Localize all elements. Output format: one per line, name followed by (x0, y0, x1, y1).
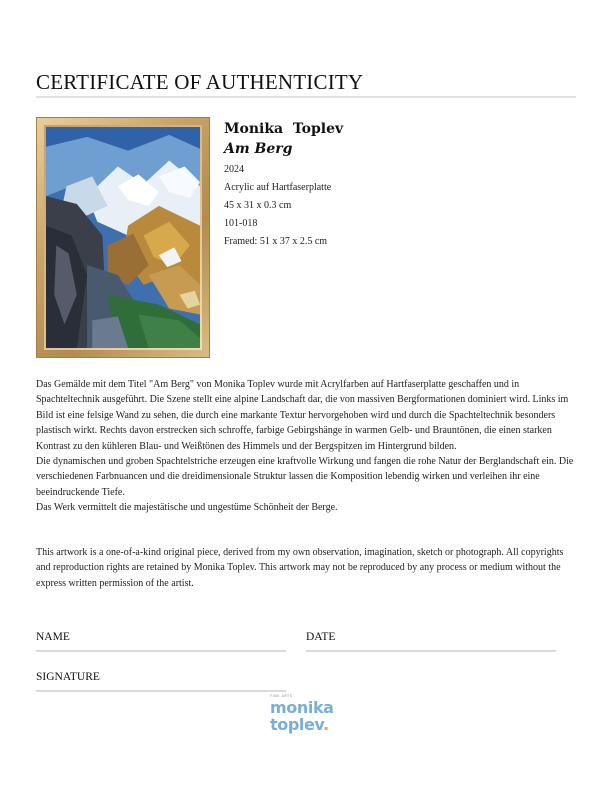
rights-statement: This artwork is a one-of-a-kind original piece, derived from my own observation, imagination, sketch or photograph. All copyrights and reproduction rights are retained by Monika Toplev. This artwork may not be reproduced by any process or medium without the express written permission of the artist. (36, 547, 564, 589)
artwork-medium: Acrylic auf Hartfaserplatte (224, 182, 332, 193)
artwork-details (224, 121, 343, 251)
description-paragraph-1: Das Gemälde mit dem Titel "Am Berg" von Monika Toplev wurde mit Acrylfarben auf Hartfaserplatte geschaffen und in Spachteltechnik ausgeführt. Die Szene stellt eine alpine Landschaft dar, die von massiven Bergformationen dominiert wird. Links im Bild ist eine felsige Wand zu sehen, die durch eine markante Textur hervorgehoben wird und durch die Spachteltechnik besonders plastisch wirkt. Rechts davon erstrecken sich schroffe, farbige Gebirgshänge in warmen Gelb- und Brauntönen, die einen starken Kontrast zu den kühleren Blau- und Weißtönen des Himmels und der Bergspitzen im Hintergrund bilden. (36, 379, 569, 452)
artwork-catalog-number: 101-018 (224, 218, 258, 229)
date-label: DATE (306, 631, 336, 643)
artwork-dimensions: 45 x 31 x 0.3 cm (224, 200, 292, 211)
artwork-image (46, 127, 200, 348)
name-line[interactable] (36, 650, 286, 652)
logo-word-second: toplev (270, 715, 324, 734)
artwork-image-frame (36, 117, 210, 358)
logo-tagline: FINE ARTS (270, 694, 293, 698)
title-divider (36, 96, 576, 98)
certificate-title: CERTIFICATE OF AUTHENTICITY (36, 70, 364, 94)
date-line[interactable] (306, 650, 556, 652)
artwork-title: Am Berg (224, 141, 293, 157)
artwork-framed-size: Framed: 51 x 37 x 2.5 cm (224, 236, 328, 247)
name-label: NAME (36, 631, 70, 643)
signature-line[interactable] (36, 690, 286, 692)
artist-logo (270, 694, 340, 742)
description-paragraph-2: Die dynamischen und groben Spachtelstriche erzeugen eine kraftvolle Wirkung und fangen die rohe Natur der Berglandschaft ein. Die verschiedenen Farbnuancen und die dreidimensionale Struktur lassen die Komposition lebendig wirken und verleihen ihr eine beeindruckende Tiefe. (36, 456, 574, 498)
description-paragraph-3: Das Werk vermittelt die majestätische und ungestüme Schönheit der Berge. (36, 502, 338, 514)
artist-name: Monika Toplev (224, 121, 344, 137)
artwork-description (36, 377, 576, 516)
logo-dot: . (323, 715, 329, 734)
artwork-year: 2024 (224, 164, 244, 175)
signature-label: SIGNATURE (36, 671, 100, 683)
logo-word-first: monika (270, 698, 334, 717)
